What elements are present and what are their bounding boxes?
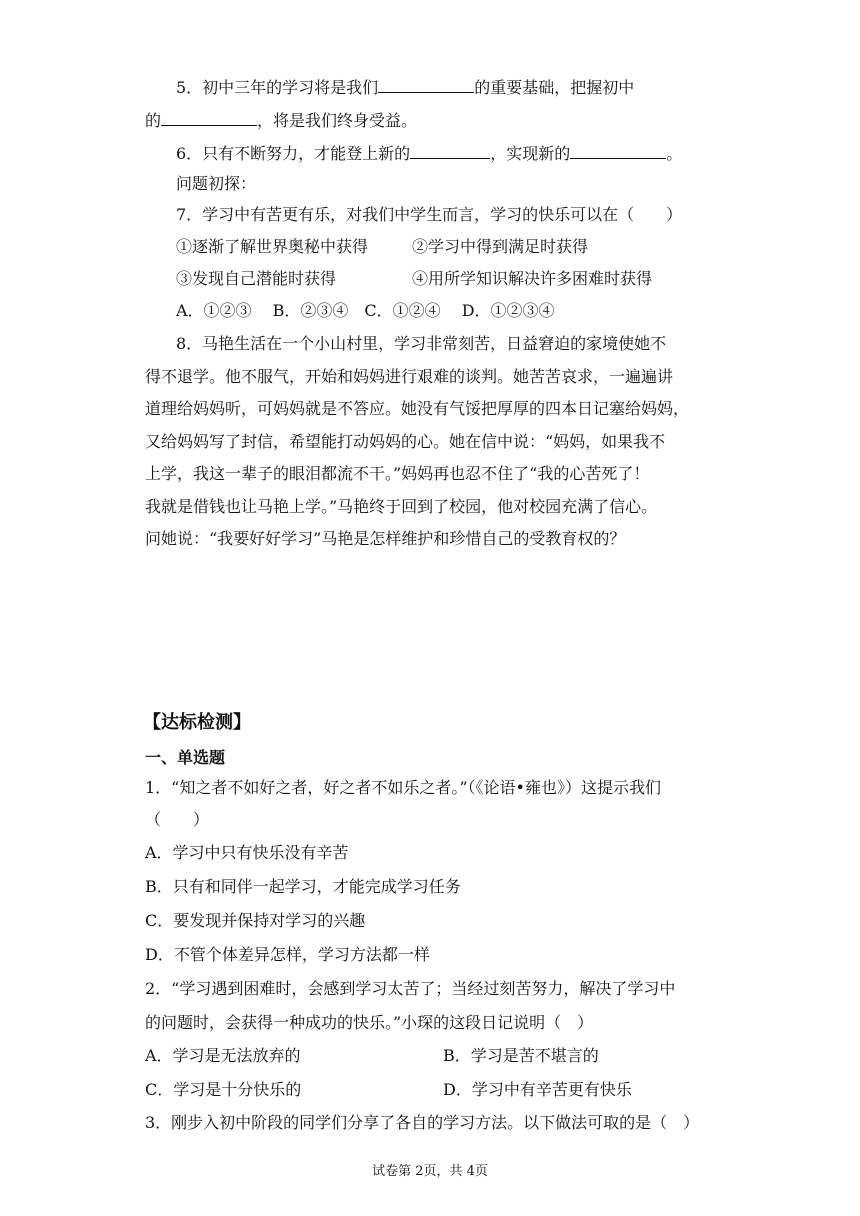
mc1-stem-cont: （ ）	[145, 810, 210, 829]
q8-line: 我就是借钱也让马艳上学。”马艳终于回到了校园，他对校园充满了信心。	[145, 497, 658, 516]
answer-blank[interactable]	[570, 142, 666, 159]
mc1-option-d[interactable]: D．不管个体差异怎样，学习方法都一样	[145, 945, 430, 964]
question-5-line-1: 5．初中三年的学习将是我们 的重要基础，把握初中	[176, 78, 635, 97]
mc1-option-c[interactable]: C．要发现并保持对学习的兴趣	[145, 911, 366, 930]
answer-blank[interactable]	[410, 142, 490, 159]
mc2-option-d[interactable]: D．学习中有辛苦更有快乐	[443, 1080, 632, 1099]
q7-item-2: ②学习中得到满足时获得	[412, 237, 589, 256]
page-footer: 试卷第 2页，共 4页	[372, 1164, 488, 1179]
q8-line: 问她说：“我要好好学习”马艳是怎样维护和珍惜自己的受教育权的？	[145, 529, 626, 548]
q8-line: 又给妈妈写了封信，希望能打动妈妈的心。她在信中说：“妈妈，如果我不	[145, 432, 666, 451]
mc2-option-c[interactable]: C．学习是十分快乐的	[145, 1080, 302, 1099]
single-choice-heading: 一、单选题	[145, 748, 226, 767]
mc1-option-b[interactable]: B．只有和同伴一起学习，才能完成学习任务	[145, 877, 461, 896]
q8-line: 得不退学。他不服气，开始和妈妈进行艰难的谈判。她苦苦哀求，一遍遍讲	[145, 367, 674, 386]
q7-item-1: ①逐渐了解世界奥秘中获得	[176, 237, 369, 256]
check-heading: 【达标检测】	[143, 712, 251, 733]
mc1-option-a[interactable]: A．学习中只有快乐没有辛苦	[145, 843, 349, 862]
q7-item-4: ④用所学知识解决许多困难时获得	[412, 269, 653, 288]
q8-line: 上学，我这一辈子的眼泪都流不干。”妈妈再也忍不住了“我的心苦死了！	[145, 464, 650, 483]
q7-item-3: ③发现自己潜能时获得	[176, 269, 337, 288]
answer-blank[interactable]	[378, 76, 474, 93]
question-5-line-2: 的 ，将是我们终身受益。	[145, 111, 418, 130]
mc2-stem: 2．“学习遇到困难时，会感到学习太苦了；当经过刻苦努力，解决了学习中	[145, 979, 676, 998]
explore-heading: 问题初探：	[176, 174, 257, 193]
q8-line: 道理给妈妈听，可妈妈就是不答应。她没有气馁把厚厚的四本日记塞给妈妈，	[145, 399, 690, 418]
mc3-stem: 3．刚步入初中阶段的同学们分享了各自的学习方法。以下做法可取的是（ ）	[145, 1113, 700, 1132]
question-6: 6．只有不断努力，才能登上新的 ，实现新的 。	[176, 144, 683, 163]
mc2-option-a[interactable]: A．学习是无法放弃的	[145, 1046, 301, 1065]
question-7-stem: 7．学习中有苦更有乐，对我们中学生而言，学习的快乐可以在（ ）	[176, 205, 683, 224]
answer-blank[interactable]	[161, 109, 257, 126]
mc2-stem-cont: 的问题时，会获得一种成功的快乐。”小琛的这段日记说明（ ）	[145, 1013, 594, 1032]
mc1-stem: 1．“知之者不如好之者，好之者不如乐之者。”（《论语•雍也》）这提示我们	[145, 778, 661, 797]
q7-choices: A．①②③ B．②③④ C．①②④ D．①②③④	[176, 301, 555, 320]
q8-line: 8．马艳生活在一个小山村里，学习非常刻苦，日益窘迫的家境使她不	[176, 334, 667, 353]
mc2-option-b[interactable]: B．学习是苦不堪言的	[443, 1046, 599, 1065]
